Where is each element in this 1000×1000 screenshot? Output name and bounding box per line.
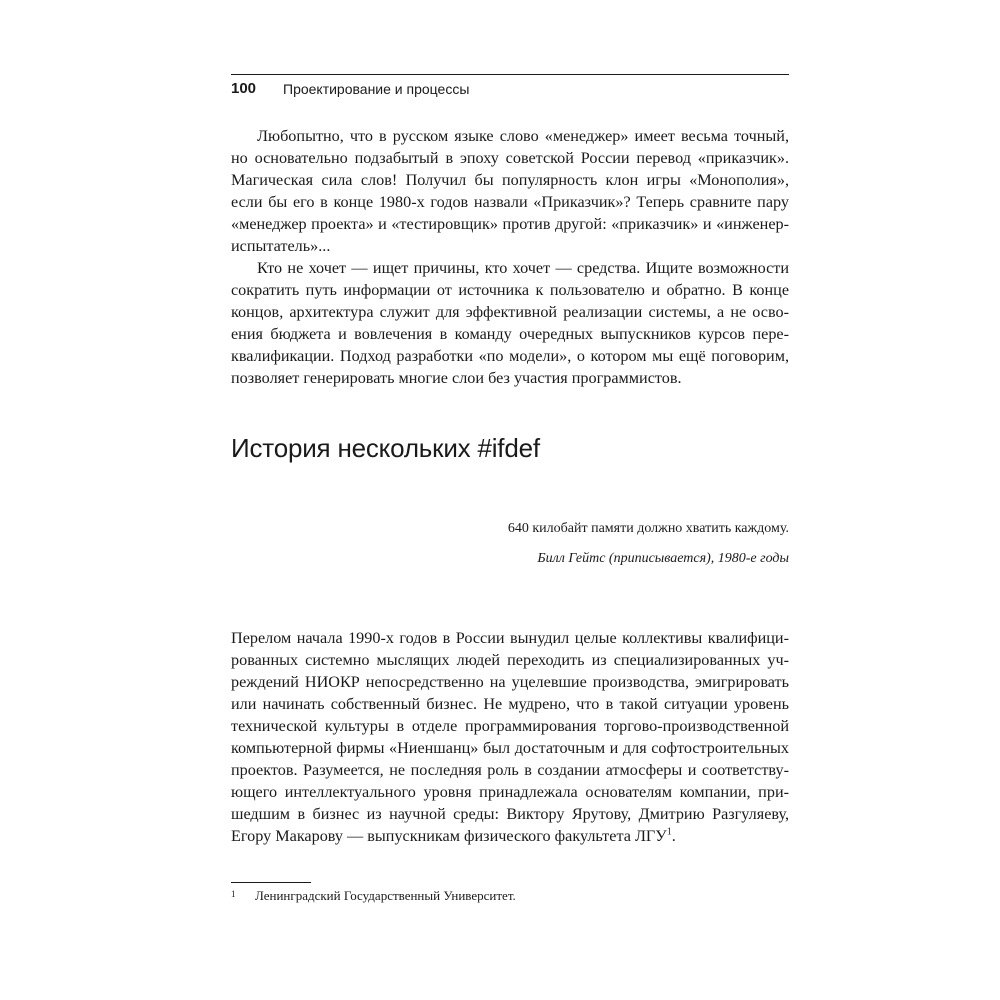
book-page: [231, 0, 789, 1000]
paragraph-manager-word: Любопытно, что в русском языке слово «менеджер» имеет весьма точный, но основательно подзабытый в эпоху советской России перевод «приказчик». Магическая сила слов! Получил бы популярность клон игры «Монополия», если бы его в конце 1980-х годов назвали «Приказчик»? Теперь сравните пару «менеджер проекта» и «тестировщик» против другой: «приказчик» и «инженер-испытатель»...: [231, 127, 789, 255]
footnote-text: Ленинградский Государственный Университет.: [255, 888, 516, 903]
footnote-mark: 1: [231, 889, 236, 899]
intro-text-block: [231, 125, 789, 389]
running-header: [231, 74, 789, 105]
footnote-reference[interactable]: 1: [666, 826, 672, 838]
epigraph: [481, 519, 789, 568]
paragraph-architecture: Кто не хочет — ищет причины, кто хочет — средства. Ищите возможности сократить путь информации от источника к пользователю и обратно. В конце концов, архитектура служит для эффективной реализации системы, а не освоения бюджета и вовлечения в команду очередных выпускников курсов переквалификации. Подход разработки «по модели», о котором мы ещё поговорим, позволяет генерировать многие слои без участия программистов.: [231, 259, 789, 387]
epigraph-quote: 640 килобайт памяти должно хватить каждому.: [507, 521, 789, 536]
paragraph-nienschanz: Перелом начала 1990-х годов в России вынудил целые коллективы квалифицированных системно мыслящих людей переходить из специализированных учреждений НИОКР непосредственно на уцелевшие производства, эмигрировать или начинать собственный бизнес. Не мудрено, что в такой ситуации уровень технической культуры в отделе программирования торгово-производственной компьютерной фирмы «Ниеншанц» был достаточным и для софтостроительных проектов. Разумеется, не последняя роль в создании атмосферы и соответствующего интеллектуального уровня принадлежала основателям компании, пришедшим в бизнес из научной среды: Виктору Ярутову, Дмитрию Разгуляеву, Егору Макарову — выпускникам физического факультета ЛГУ$^1$.: [231, 629, 789, 845]
history-text-block: [231, 627, 789, 847]
paragraph-nienschanz-text: Перелом начала 1990-х годов в России вынудил целые коллективы квалифицированных системно мыслящих людей переходить из специализированных учреждений НИОКР непосредственно на уцелевшие производства, эмигрировать или начинать собственный бизнес. Не мудрено, что в такой ситуации уровень технической культуры в отделе программирования торгово-производственной компьютерной фирмы «Ниеншанц» был достаточным и для софтостроительных проектов. Разумеется, не последняя роль в создании атмосферы и соответствующего интеллектуального уровня принадлежала основателям компании, пришедшим в бизнес из научной среды: Виктору Ярутову, Дмитрию Разгуляеву, Егору Макарову — выпускникам физического факультета ЛГУ: [231, 629, 789, 845]
section-heading: История нескольких #ifdef: [231, 433, 540, 463]
page-number: 100: [231, 80, 257, 97]
running-title: Проектирование и процессы: [283, 81, 470, 97]
footnote: [231, 887, 789, 905]
footnote-separator: [231, 882, 311, 883]
epigraph-author: Билл Гейтс (приписывается), 1980-е годы: [537, 551, 789, 566]
